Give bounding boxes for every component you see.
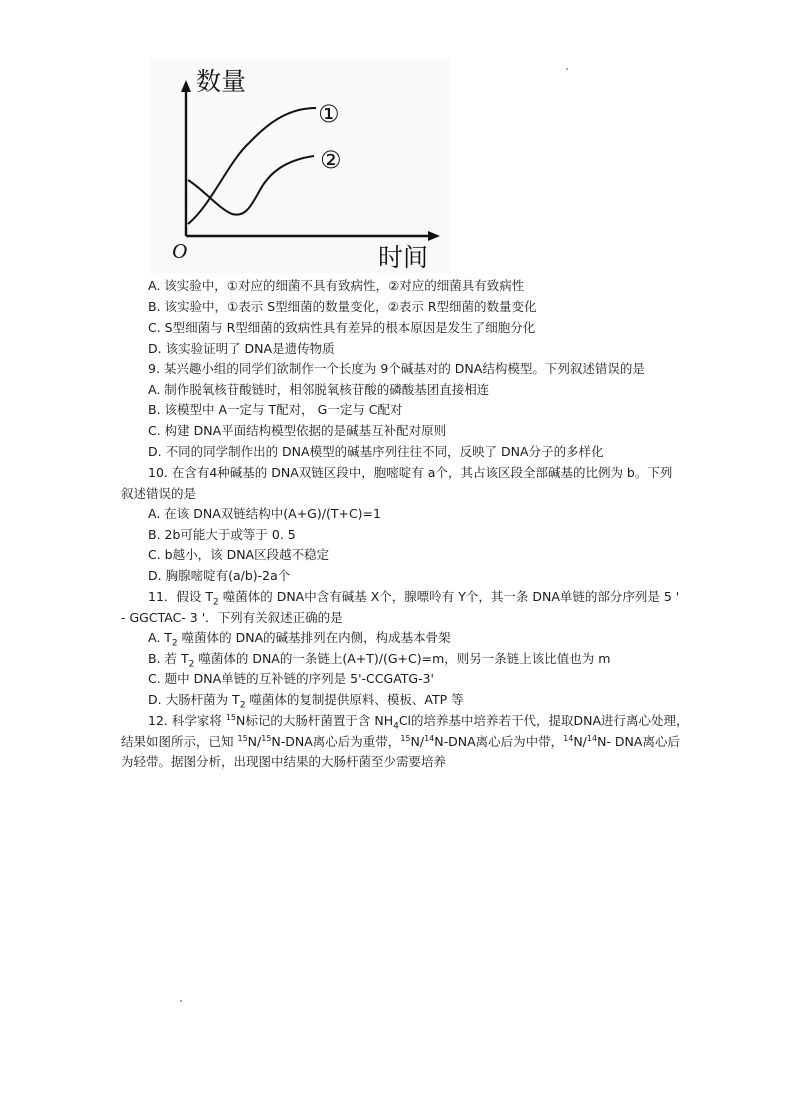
q8-option-a: A. 该实验中，①对应的细菌不具有致病性，②对应的细菌具有致病性 — [148, 278, 525, 293]
q12-superscript: 15 — [225, 712, 237, 722]
curve-1 — [188, 108, 316, 224]
q9-stem: 9. 某兴趣小组的同学们欲制作一个长度为 9个碱基对的 DNA结构模型。下列叙述错误的是 — [148, 361, 645, 376]
q11b-subscript: 2 — [188, 659, 195, 670]
q12-text: 12. 科学家将 — [148, 713, 226, 728]
q12-subscript: 4 — [393, 721, 399, 732]
q8-option-d: D. 该实验证明了 DNA是遗传物质 — [148, 341, 335, 356]
q12-superscript: 15 — [237, 733, 248, 743]
q10-option-a: A. 在该 DNA双链结构中(A+G)/(T+C)=1 — [148, 506, 381, 521]
q11a-subscript: 2 — [171, 638, 178, 649]
q12-text: N-DNA离心后为中带， — [434, 734, 564, 749]
q12-superscript: 15 — [400, 733, 411, 743]
origin-label: O — [172, 239, 188, 263]
q10-option-d: D. 胸腺嘧啶有(a/b)-2a个 — [148, 568, 291, 583]
q9-option-b: B. 该模型中 A一定与 T配对， G一定与 C配对 — [148, 402, 403, 417]
q11d-text: D. 大肠杆菌为 T — [148, 692, 240, 707]
q12-superscript: 14 — [586, 733, 598, 743]
q11-option-d — [148, 690, 464, 709]
q12-text: N/ — [573, 734, 587, 749]
q12-text: 结果如图所示，已知 — [121, 734, 238, 749]
y-axis-arrow — [181, 80, 191, 92]
q11-text: 噬菌体的 DNA中含有碱基 X个，腺嘌呤有 Y个，其一条 DNA单链的部分序列是 5 ' — [218, 589, 680, 604]
q9-option-d: D. 不同的同学制作出的 DNA模型的碱基序列往往不同，反映了 DNA分子的多样化 — [148, 444, 604, 459]
q11-subscript: 2 — [213, 597, 219, 608]
q11b-text: B. 若 T — [148, 651, 189, 666]
q12-text: N/ — [410, 734, 425, 749]
q12-stem-line3: 为轻带。据图分析，出现图中结果的大肠杆菌至少需要培养 — [121, 754, 447, 769]
q10-option-b: B. 2b可能大于或等于 0. 5 — [148, 527, 296, 542]
q12-superscript: 14 — [424, 733, 435, 743]
q12-text: N标记的大肠杆菌置于含 NH — [236, 713, 394, 728]
q11-stem-line1 — [148, 587, 679, 606]
q8-option-c: C. S型细菌与 R型细菌的致病性具有差异的根本原因是发生了细胞分化 — [148, 320, 536, 335]
q9-option-c: C. 构建 DNA平面结构模型依据的是碱基互补配对原则 — [148, 423, 447, 438]
q11b-text: 噬菌体的 DNA的一条链上(A+T)/(G+C)=m，则另一条链上该比值也为 m — [194, 651, 611, 666]
q11d-text: 噬菌体的复制提供原料、模板、ATP 等 — [245, 692, 464, 707]
q11a-text: 噬菌体的 DNA的碱基排列在内侧，构成基本骨架 — [177, 630, 451, 645]
q11-option-b — [148, 649, 610, 668]
q10-stem-line1: 10. 在含有4种碱基的 DNA双链区段中，胞嘧啶有 a个，其占该区段全部碱基的比例为 b。下列 — [148, 465, 673, 480]
q11-text: 11．假设 T — [148, 589, 214, 604]
q12-superscript: 14 — [563, 733, 574, 743]
q10-option-c: C. b越小，该 DNA区段越不稳定 — [148, 547, 330, 562]
growth-curve-figure — [150, 58, 450, 273]
q9-option-a: A. 制作脱氧核苷酸链时，相邻脱氧核苷酸的磷酸基团直接相连 — [148, 382, 490, 397]
q10-stem-line2: 叙述错误的是 — [121, 486, 197, 501]
q12-text: N- DNA离心后 — [597, 734, 680, 749]
curve-2 — [188, 156, 314, 215]
q11d-subscript: 2 — [239, 700, 246, 711]
scan-speck — [180, 1000, 182, 1002]
curve-2-label: ② — [320, 146, 342, 174]
q11-option-c: C. 题中 DNA单链的互补链的序列是 5'-CCGATG-3' — [148, 671, 434, 686]
q11-stem-line2: - GGCTAC- 3 '．下列有关叙述正确的是 — [121, 610, 343, 625]
q11-option-a — [148, 628, 451, 647]
q12-text: N-DNA离心后为重带， — [271, 734, 401, 749]
q12-text: N/ — [247, 734, 262, 749]
q8-option-b: B. 该实验中，①表示 S型细菌的数量变化，②表示 R型细菌的数量变化 — [148, 299, 537, 314]
curve-1-label: ① — [318, 100, 340, 128]
x-axis-arrow — [428, 231, 440, 241]
graph-svg — [150, 58, 450, 273]
scan-speck — [566, 68, 568, 70]
y-axis-label: 数量 — [196, 69, 247, 96]
q12-stem-line1 — [148, 711, 689, 730]
q12-text: Cl的培养基中培养若干代，提取DNA进行离心处理， — [398, 713, 689, 728]
q12-superscript: 15 — [261, 733, 272, 743]
q11a-text: A. T — [148, 630, 172, 645]
x-axis-label: 时间 — [378, 245, 429, 272]
q12-stem-line2 — [121, 732, 680, 751]
